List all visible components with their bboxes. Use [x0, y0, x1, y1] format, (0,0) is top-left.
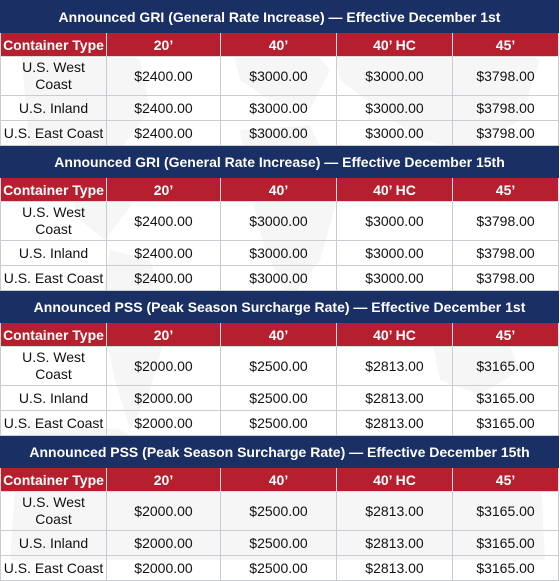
region-label: U.S. West Coast — [1, 347, 107, 386]
header-size-4: 45’ — [453, 178, 559, 202]
section-title: Announced GRI (General Rate Increase) — Effective December 1st — [1, 1, 559, 33]
table-row — [1, 121, 559, 146]
header-size-2: 40’ — [221, 178, 337, 202]
rate-value: $2000.00 — [107, 386, 221, 411]
region-label: U.S. West Coast — [1, 57, 107, 96]
rate-value: $3798.00 — [453, 241, 559, 266]
rate-value: $3165.00 — [453, 347, 559, 386]
rate-value: $2500.00 — [221, 386, 337, 411]
rate-value: $2400.00 — [107, 266, 221, 291]
rate-table-body — [1, 1, 559, 581]
rate-value: $3000.00 — [221, 241, 337, 266]
rate-value: $2000.00 — [107, 531, 221, 556]
table-row — [1, 266, 559, 291]
table-row — [1, 202, 559, 241]
header-container-type: Container Type — [1, 178, 107, 202]
rate-value: $2000.00 — [107, 556, 221, 581]
header-size-2: 40’ — [221, 323, 337, 347]
column-header-row — [1, 323, 559, 347]
rate-value: $3000.00 — [337, 96, 453, 121]
rate-value: $3165.00 — [453, 386, 559, 411]
table-row — [1, 556, 559, 581]
rate-value: $3798.00 — [453, 202, 559, 241]
rate-value: $2813.00 — [337, 386, 453, 411]
table-row — [1, 96, 559, 121]
rate-value: $2500.00 — [221, 556, 337, 581]
rate-value: $3798.00 — [453, 96, 559, 121]
rate-value: $3000.00 — [221, 96, 337, 121]
section-title-row — [1, 436, 559, 468]
header-size-1: 20’ — [107, 468, 221, 492]
header-size-3: 40’ HC — [337, 178, 453, 202]
rate-value: $3000.00 — [221, 121, 337, 146]
region-label: U.S. East Coast — [1, 266, 107, 291]
rate-value: $2500.00 — [221, 492, 337, 531]
section-title: Announced GRI (General Rate Increase) — Effective December 15th — [1, 146, 559, 178]
header-size-1: 20’ — [107, 33, 221, 57]
rate-value: $2400.00 — [107, 202, 221, 241]
rate-value: $2500.00 — [221, 411, 337, 436]
rate-value: $3000.00 — [221, 202, 337, 241]
section-title: Announced PSS (Peak Season Surcharge Rate) — Effective December 15th — [1, 436, 559, 468]
rate-value: $2400.00 — [107, 57, 221, 96]
header-size-3: 40’ HC — [337, 33, 453, 57]
column-header-row — [1, 178, 559, 202]
header-size-2: 40’ — [221, 468, 337, 492]
header-size-1: 20’ — [107, 323, 221, 347]
table-row — [1, 531, 559, 556]
section-title-row — [1, 1, 559, 33]
rate-value: $3000.00 — [337, 241, 453, 266]
rate-value: $2500.00 — [221, 347, 337, 386]
region-label: U.S. Inland — [1, 241, 107, 266]
rate-value: $3000.00 — [221, 57, 337, 96]
rate-value: $3798.00 — [453, 57, 559, 96]
rate-value: $3165.00 — [453, 531, 559, 556]
rate-value: $2813.00 — [337, 531, 453, 556]
header-size-2: 40’ — [221, 33, 337, 57]
rate-value: $2813.00 — [337, 556, 453, 581]
header-container-type: Container Type — [1, 468, 107, 492]
table-row — [1, 386, 559, 411]
rate-value: $3165.00 — [453, 411, 559, 436]
header-size-1: 20’ — [107, 178, 221, 202]
rate-value: $2400.00 — [107, 121, 221, 146]
column-header-row — [1, 33, 559, 57]
rate-value: $3000.00 — [221, 266, 337, 291]
region-label: U.S. East Coast — [1, 121, 107, 146]
rate-value: $3798.00 — [453, 121, 559, 146]
table-row — [1, 347, 559, 386]
rate-value: $2000.00 — [107, 411, 221, 436]
header-size-4: 45’ — [453, 323, 559, 347]
rate-value: $2500.00 — [221, 531, 337, 556]
rate-value: $3165.00 — [453, 556, 559, 581]
rate-value: $2000.00 — [107, 492, 221, 531]
header-size-4: 45’ — [453, 468, 559, 492]
region-label: U.S. East Coast — [1, 411, 107, 436]
region-label: U.S. Inland — [1, 96, 107, 121]
region-label: U.S. Inland — [1, 386, 107, 411]
rate-value: $2000.00 — [107, 347, 221, 386]
rate-value: $3798.00 — [453, 266, 559, 291]
rate-value: $2400.00 — [107, 96, 221, 121]
rate-value: $2400.00 — [107, 241, 221, 266]
region-label: U.S. West Coast — [1, 202, 107, 241]
section-title-row — [1, 291, 559, 323]
header-container-type: Container Type — [1, 323, 107, 347]
region-label: U.S. West Coast — [1, 492, 107, 531]
section-title: Announced PSS (Peak Season Surcharge Rate) — Effective December 1st — [1, 291, 559, 323]
region-label: U.S. East Coast — [1, 556, 107, 581]
rate-value: $3000.00 — [337, 121, 453, 146]
table-row — [1, 411, 559, 436]
header-container-type: Container Type — [1, 33, 107, 57]
column-header-row — [1, 468, 559, 492]
rate-value: $2813.00 — [337, 492, 453, 531]
rate-value: $2813.00 — [337, 411, 453, 436]
rate-value: $3000.00 — [337, 202, 453, 241]
table-row — [1, 492, 559, 531]
rate-value: $2813.00 — [337, 347, 453, 386]
header-size-3: 40’ HC — [337, 468, 453, 492]
header-size-3: 40’ HC — [337, 323, 453, 347]
region-label: U.S. Inland — [1, 531, 107, 556]
section-title-row — [1, 146, 559, 178]
rate-value: $3000.00 — [337, 266, 453, 291]
rate-value: $3000.00 — [337, 57, 453, 96]
rate-value: $3165.00 — [453, 492, 559, 531]
table-row — [1, 241, 559, 266]
header-size-4: 45’ — [453, 33, 559, 57]
table-row — [1, 57, 559, 96]
